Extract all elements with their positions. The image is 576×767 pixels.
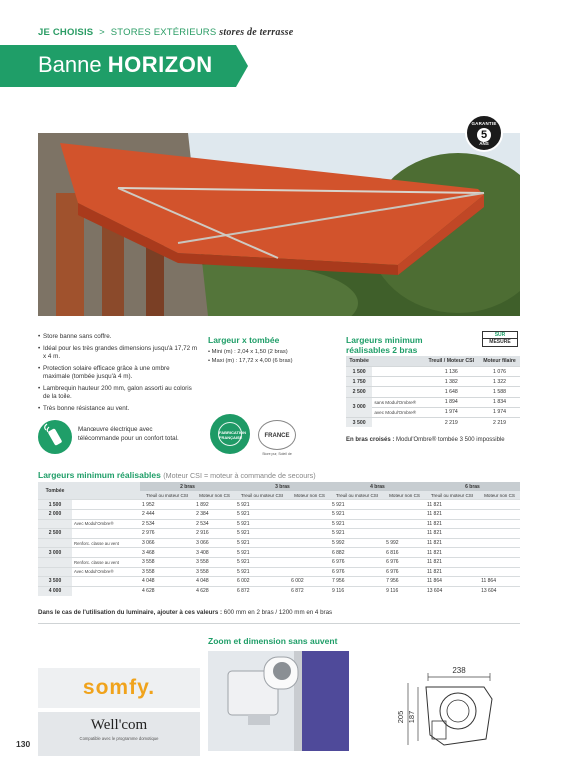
certification-seals [208, 412, 298, 462]
dim-height-1-label: 205 [396, 710, 405, 724]
feature-item: • Très bonne résistance au vent. [38, 405, 198, 414]
table-row: 1 750 1 382 1 322 [346, 377, 520, 387]
dimensions-block [208, 335, 333, 366]
table-row: Avec Modul'Ombre® 2 534 2 534 5 921 5 921 11 821 [38, 519, 520, 529]
table-header: Tombée [38, 482, 72, 500]
min-widths-2-arms-title: Largeurs minimum réalisables 2 bras [346, 335, 423, 355]
table-header [372, 356, 423, 367]
dim-height-2-label: 187 [407, 710, 416, 724]
table-row: Renforc. classe au vent 3 558 3 558 5 921 6 976 6 976 11 821 [38, 557, 520, 567]
table-subheader: Moteur non CS [384, 491, 425, 500]
breadcrumb-separator: > [99, 27, 105, 38]
remote-control-icon [38, 420, 72, 454]
remote-feature [38, 420, 198, 456]
table-row: Avec Modul'Ombre® 3 558 3 558 5 921 6 976 6 976 11 821 [38, 567, 520, 577]
table-row: 1 500 1 136 1 076 [346, 367, 520, 377]
breadcrumb [38, 27, 293, 38]
table-row: 1 500 1 952 1 892 5 921 5 921 11 821 [38, 500, 520, 510]
somfy-logo: somfy. [38, 668, 200, 708]
table-subheader: Moteur non CS [289, 491, 330, 500]
fabrication-francaise-seal: FABRICATION FRANÇAISE [210, 414, 250, 454]
table-header: Moteur filaire [479, 356, 520, 367]
table-header: Tombée [346, 356, 372, 367]
breadcrumb-stores-exterieurs[interactable]: STORES EXTÉRIEURS [110, 27, 217, 38]
product-photo [38, 133, 520, 316]
min-widths-all-table [38, 482, 520, 596]
feature-list [38, 333, 198, 416]
table-row: 3 000 sans Modul'Ombre® 1 894 1 834 [346, 397, 520, 407]
table-header: 4 bras [330, 482, 425, 491]
feature-item: • Idéal pour les très grandes dimensions jusqu'à 17,72 m x 4 m. [38, 345, 198, 362]
dim-width-label: 238 [452, 666, 466, 675]
table-row: Renforc. classe au vent 3 066 3 066 5 921 5 992 5 992 11 821 [38, 538, 520, 548]
zoom-photo [208, 651, 349, 751]
luminaire-note: Dans le cas de l'utilisation du luminaire, ajouter à ces valeurs : 600 mm en 2 bras / 1200 mm en 4 bras [38, 609, 333, 616]
table-subheader: Treuil ou moteur CSI [140, 491, 194, 500]
zoom-title: Zoom et dimension sans auvent [208, 636, 338, 646]
warranty-badge [465, 114, 503, 152]
table-header: 3 bras [235, 482, 330, 491]
table-subheader: Moteur non CS [194, 491, 235, 500]
table-row: 4 000 4 628 4 628 6 872 6 872 9 116 9 116 13 604 13 604 [38, 586, 520, 596]
min-widths-2-arms-table [346, 356, 520, 427]
table-header: Treuil / Moteur CSI [424, 356, 479, 367]
table-row: 3 000 3 468 3 408 5 921 6 882 6 816 11 821 [38, 548, 520, 558]
section-divider [38, 623, 520, 624]
warranty-label: GARANTIE [471, 121, 497, 126]
table-subheader: Moteur non CS [479, 491, 520, 500]
title-prefix: Banne [38, 52, 102, 77]
france-seal-caption: Store pur, Soleil de [262, 452, 292, 456]
table-row: 2 500 2 976 2 916 5 921 5 921 11 821 [38, 529, 520, 539]
dimension-max: • Maxi (m) : 17,72 x 4,00 (6 bras) [208, 358, 293, 364]
wellcom-logo: Well'com Compatible avec le programme domotique [38, 712, 200, 756]
page-title [38, 52, 213, 78]
dimension-diagram [372, 651, 520, 751]
feature-item: • Store banne sans coffre. [38, 333, 198, 342]
table-subheader: Treuil ou moteur CSI [235, 491, 289, 500]
feature-item: • Lambrequin hauteur 200 mm, galon assorti au coloris de la toile. [38, 385, 198, 402]
table-subheader: Treuil ou moteur CSI [425, 491, 479, 500]
breadcrumb-stores-terrasse[interactable]: stores de terrasse [219, 27, 294, 38]
remote-text: Manœuvre électrique avec télécommande pour un confort total. [78, 426, 179, 442]
warranty-unit: ANS [479, 141, 489, 146]
table-row: 3 500 4 048 4 048 6 002 6 002 7 956 7 956 11 864 11 864 [38, 577, 520, 587]
breadcrumb-je-choisis[interactable]: JE CHOISIS [38, 27, 94, 38]
dimension-min: • Mini (m) : 2,04 x 1,50 (2 bras) [208, 349, 288, 355]
title-name: HORIZON [107, 52, 213, 77]
table-row: 2 500 1 648 1 588 [346, 387, 520, 397]
table-header: 2 bras [140, 482, 235, 491]
crossed-arms-note: En bras croisés : Modul'Ombre® tombée 3 500 impossible [346, 437, 505, 443]
france-seal: FRANCE [258, 420, 296, 450]
table-row: 2 000 2 444 2 384 5 921 5 921 11 821 [38, 510, 520, 520]
sur-mesure-badge: SUR MESURE [482, 331, 518, 347]
table-header: 6 bras [425, 482, 520, 491]
min-widths-all-title: Largeurs minimum réalisables (Moteur CSI = moteur à commande de secours) [38, 470, 316, 480]
page-number: 130 [16, 739, 31, 749]
table-row: avec Modul'Ombre® 1 974 1 974 [346, 407, 520, 417]
feature-item: • Protection solaire efficace grâce à une ombre maximale (tombée jusqu'à 4 m). [38, 365, 198, 382]
warranty-years: 5 [477, 128, 491, 142]
dimensions-title: Largeur x tombée [208, 335, 280, 345]
table-row: 3 500 2 219 2 219 [346, 417, 520, 427]
table-subheader: Treuil ou moteur CSI [330, 491, 384, 500]
